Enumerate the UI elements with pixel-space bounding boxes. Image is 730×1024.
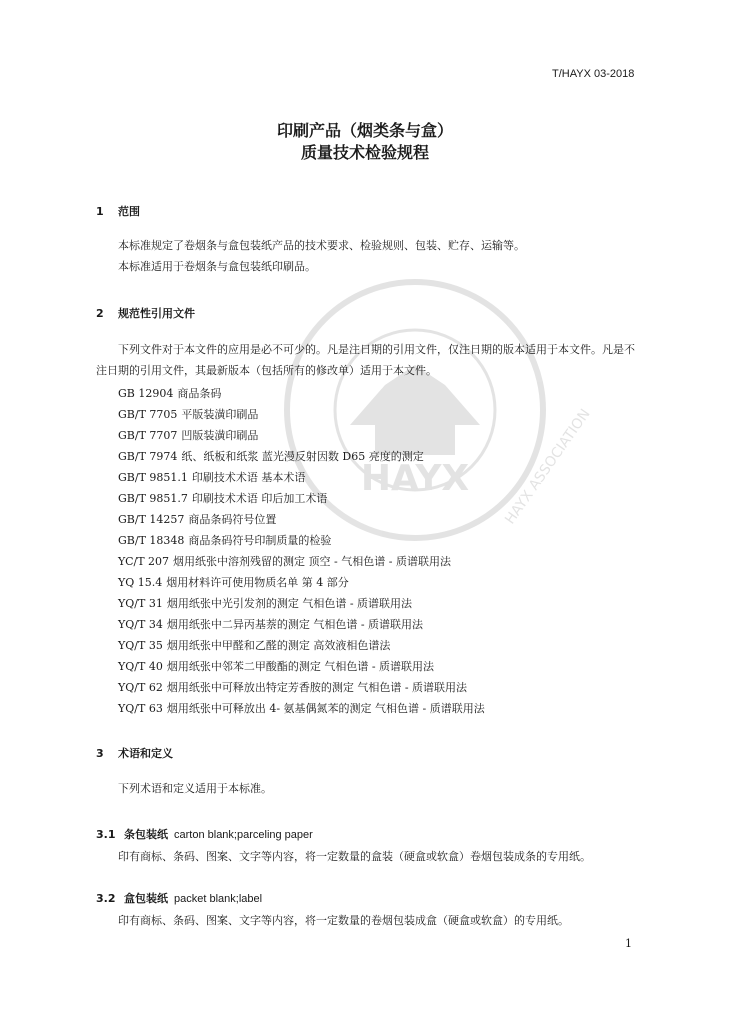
reference-item: GB/T 9851.1 印刷技术术语 基本术语 bbox=[118, 471, 306, 484]
term-cn: 条包装纸 bbox=[124, 828, 168, 841]
section-title: 范围 bbox=[118, 205, 140, 218]
term-3-1-heading bbox=[96, 826, 313, 842]
section-3-heading bbox=[96, 745, 173, 761]
reference-item: GB/T 7974 纸、纸板和纸浆 蓝光漫反射因数 D65 亮度的测定 bbox=[118, 450, 424, 463]
terms-intro: 下列术语和定义适用于本标准。 bbox=[118, 782, 272, 795]
reference-item: GB/T 9851.7 印刷技术术语 印后加工术语 bbox=[118, 492, 328, 505]
reference-item: YQ 15.4 烟用材料许可使用物质名单 第 4 部分 bbox=[118, 576, 349, 589]
reference-item: YQ/T 40 烟用纸张中邻苯二甲酸酯的测定 气相色谱 - 质谱联用法 bbox=[118, 660, 435, 673]
term-en: packet blank;label bbox=[174, 893, 263, 905]
reference-item: GB/T 7707 凹版装潢印刷品 bbox=[118, 429, 259, 442]
reference-item: YQ/T 34 烟用纸张中二异丙基萘的测定 气相色谱 - 质谱联用法 bbox=[118, 618, 424, 631]
term-number: 3.1 bbox=[96, 828, 116, 841]
term-3-2-heading bbox=[96, 890, 262, 906]
reference-item: YQ/T 63 烟用纸张中可释放出 4- 氨基偶氮苯的测定 气相色谱 - 质谱联用法 bbox=[118, 702, 485, 715]
section-title: 术语和定义 bbox=[118, 747, 173, 760]
section-number: 1 bbox=[96, 205, 104, 218]
reference-item: YC/T 207 烟用纸张中溶剂残留的测定 顶空 - 气相色谱 - 质谱联用法 bbox=[118, 555, 451, 568]
page-number: 1 bbox=[625, 937, 632, 950]
term-3-1-definition: 印有商标、条码、图案、文字等内容，将一定数量的盒装（硬盒或软盒）卷烟包装成条的专用纸。 bbox=[118, 850, 591, 863]
svg-text:HAYX: HAYX bbox=[360, 458, 470, 499]
section-2-heading bbox=[96, 305, 195, 321]
scope-paragraph-1: 本标准规定了卷烟条与盒包装纸产品的技术要求、检验规则、包装、贮存、运输等。 bbox=[118, 239, 525, 252]
term-number: 3.2 bbox=[96, 892, 116, 905]
reference-item: GB/T 7705 平版装潢印刷品 bbox=[118, 408, 259, 421]
section-number: 2 bbox=[96, 307, 104, 320]
term-cn: 盒包装纸 bbox=[124, 892, 168, 905]
svg-text:HAYX ASSOCIATION: HAYX ASSOCIATION bbox=[502, 406, 594, 528]
reference-item: GB 12904 商品条码 bbox=[118, 387, 222, 400]
reference-item: YQ/T 35 烟用纸张中甲醛和乙醛的测定 高效液相色谱法 bbox=[118, 639, 391, 652]
document-title-line1: 印刷产品（烟类条与盒） bbox=[276, 121, 453, 140]
reference-item: GB/T 14257 商品条码符号位置 bbox=[118, 513, 277, 526]
section-1-heading bbox=[96, 203, 140, 219]
reference-item: GB/T 18348 商品条码符号印制质量的检验 bbox=[118, 534, 332, 547]
section-number: 3 bbox=[96, 747, 104, 760]
document-title-line2: 质量技术检验规程 bbox=[300, 143, 429, 162]
term-3-2-definition: 印有商标、条码、图案、文字等内容，将一定数量的卷烟包装成盒（硬盒或软盒）的专用纸。 bbox=[118, 914, 569, 927]
normative-refs-intro: 下列文件对于本文件的应用是必不可少的。凡是注日期的引用文件，仅注日期的版本适用于本文件。凡是不注日期的引用文件，其最新版本（包括所有的修改单）适用于本文件。 bbox=[96, 343, 635, 377]
section-title: 规范性引用文件 bbox=[118, 307, 195, 320]
standard-code: T/HAYX 03-2018 bbox=[552, 68, 635, 80]
reference-item: YQ/T 62 烟用纸张中可释放出特定芳香胺的测定 气相色谱 - 质谱联用法 bbox=[118, 681, 468, 694]
scope-paragraph-2: 本标准适用于卷烟条与盒包装纸印刷品。 bbox=[118, 260, 316, 273]
reference-item: YQ/T 31 烟用纸张中光引发剂的测定 气相色谱 - 质谱联用法 bbox=[118, 597, 413, 610]
term-en: carton blank;parceling paper bbox=[174, 829, 313, 841]
